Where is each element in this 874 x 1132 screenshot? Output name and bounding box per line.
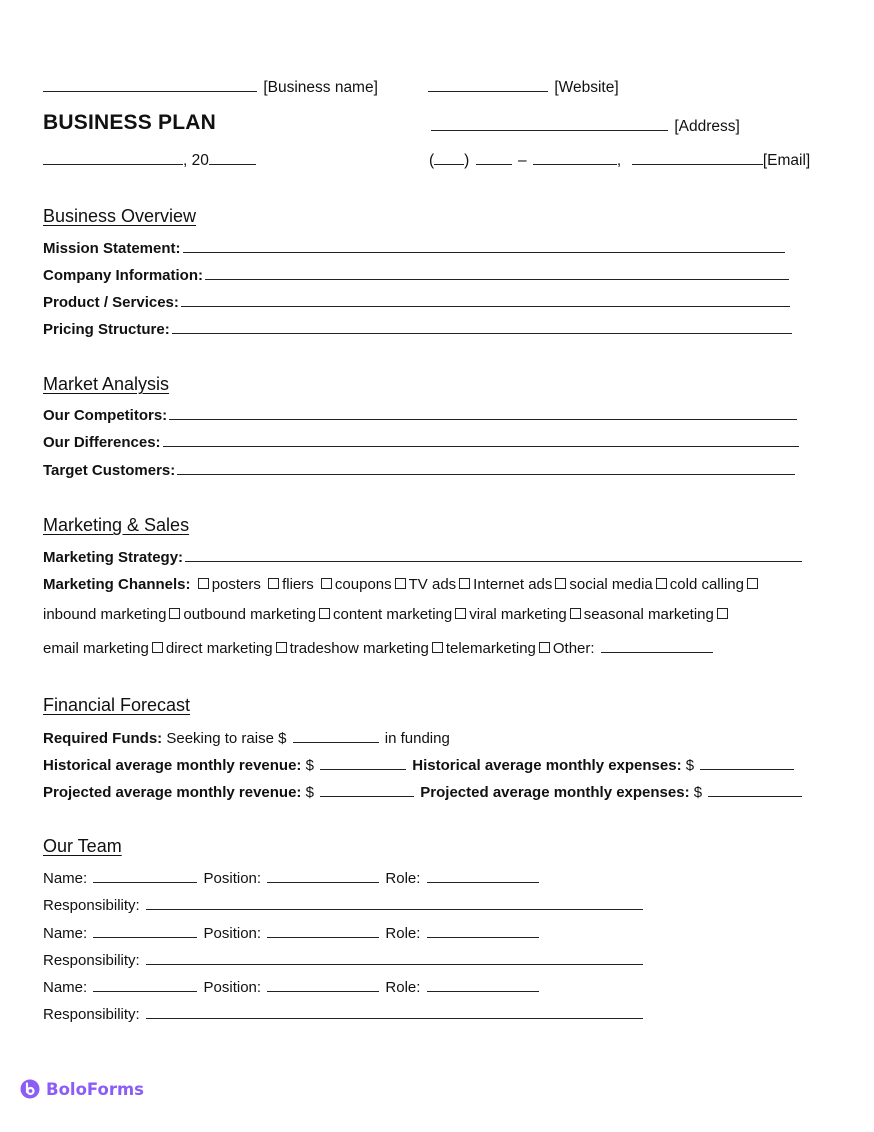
checkbox-icon xyxy=(395,578,406,589)
product-services-row xyxy=(43,292,792,311)
pricing-structure-row xyxy=(43,319,794,338)
company-information-row xyxy=(43,265,791,284)
projected-expenses-label: Projected average monthly expenses: xyxy=(420,784,690,801)
channel-email-marketing[interactable] xyxy=(43,640,149,657)
area-code-blank[interactable] xyxy=(434,150,464,165)
checkbox-icon xyxy=(198,578,209,589)
role-label: Role: xyxy=(385,979,421,996)
name-label: Name: xyxy=(43,870,88,887)
mission-statement-label: Mission Statement: xyxy=(43,240,181,257)
name-label: Name: xyxy=(43,979,88,996)
channel-label: tradeshow marketing xyxy=(289,640,429,657)
responsibility-label: Responsibility: xyxy=(43,897,140,914)
section-heading-financial-forecast: Financial Forecast xyxy=(43,695,191,715)
checkbox-icon-other[interactable] xyxy=(539,642,550,653)
required-funds-blank[interactable] xyxy=(293,728,379,743)
channel-tv-ads[interactable] xyxy=(392,576,457,593)
address-label: [Address] xyxy=(674,118,740,135)
email-blank[interactable] xyxy=(632,150,763,165)
marketing-strategy-label: Marketing Strategy: xyxy=(43,549,184,566)
channel-label: cold calling xyxy=(669,576,744,593)
company-information-blank[interactable] xyxy=(205,265,789,280)
currency-symbol: $ xyxy=(305,784,314,801)
section-heading-our-team: Our Team xyxy=(43,836,122,856)
competitors-blank[interactable] xyxy=(169,405,797,420)
team-responsibility-row xyxy=(43,1004,645,1023)
date-blank[interactable] xyxy=(43,150,183,165)
historical-revenue-blank[interactable] xyxy=(320,755,406,770)
checkbox-icon xyxy=(268,578,279,589)
phone-line-blank[interactable] xyxy=(533,150,617,165)
checkbox-icon[interactable] xyxy=(717,608,728,619)
checkbox-icon xyxy=(432,642,443,653)
competitors-label: Our Competitors: xyxy=(43,407,168,424)
phone-open-paren: ( xyxy=(429,152,435,169)
channel-label: inbound marketing xyxy=(43,606,167,623)
checkbox-icon xyxy=(555,578,566,589)
role-label: Role: xyxy=(385,870,421,887)
channel-social-media[interactable] xyxy=(552,576,652,593)
responsibility-blank[interactable] xyxy=(146,1004,643,1019)
channel-posters[interactable] xyxy=(195,576,261,593)
required-funds-suffix: in funding xyxy=(384,730,450,747)
website-blank[interactable] xyxy=(428,77,548,92)
projected-revenue-blank[interactable] xyxy=(320,782,414,797)
channel-label: direct marketing xyxy=(165,640,273,657)
marketing-channels-line-1 xyxy=(43,576,761,593)
marketing-strategy-blank[interactable] xyxy=(185,547,802,562)
currency-symbol: $ xyxy=(693,784,703,801)
page-title: BUSINESS PLAN xyxy=(43,111,216,134)
team-responsibility-row xyxy=(43,895,645,914)
checkbox-icon xyxy=(321,578,332,589)
channel-label: email marketing xyxy=(43,640,149,657)
responsibility-label: Responsibility: xyxy=(43,1006,140,1023)
channel-label: posters xyxy=(211,576,261,593)
channel-label: content marketing xyxy=(333,606,453,623)
currency-symbol: $ xyxy=(685,757,695,774)
website-label: [Website] xyxy=(554,79,619,96)
role-blank[interactable] xyxy=(427,868,539,883)
phone-close-paren: ) xyxy=(464,152,470,169)
channel-label: fliers xyxy=(282,576,314,593)
checkbox-icon xyxy=(570,608,581,619)
required-funds-label: Required Funds: xyxy=(43,730,163,747)
phone-prefix-blank[interactable] xyxy=(476,150,512,165)
channel-cold-calling[interactable] xyxy=(653,576,744,593)
position-blank[interactable] xyxy=(267,977,379,992)
channel-telemarketing[interactable] xyxy=(429,640,536,657)
channel-label: telemarketing xyxy=(445,640,536,657)
channel-internet-ads[interactable] xyxy=(456,576,552,593)
channel-label: outbound marketing xyxy=(183,606,317,623)
name-label: Name: xyxy=(43,925,88,942)
position-blank[interactable] xyxy=(267,868,379,883)
differences-label: Our Differences: xyxy=(43,434,161,451)
channel-direct-marketing[interactable] xyxy=(149,640,273,657)
channel-label: TV ads xyxy=(408,576,457,593)
target-customers-blank[interactable] xyxy=(177,460,795,475)
phone-email-line xyxy=(429,150,810,170)
business-name-line xyxy=(43,77,378,97)
differences-blank[interactable] xyxy=(163,432,799,447)
product-services-blank[interactable] xyxy=(181,292,790,307)
channel-viral-marketing[interactable] xyxy=(452,606,567,623)
projected-expenses-blank[interactable] xyxy=(708,782,802,797)
channel-content-marketing[interactable] xyxy=(316,606,452,623)
historical-expenses-blank[interactable] xyxy=(700,755,794,770)
section-heading-market-analysis: Market Analysis xyxy=(43,374,170,394)
other-blank[interactable] xyxy=(601,638,713,653)
name-blank[interactable] xyxy=(93,977,197,992)
channel-outbound-marketing[interactable] xyxy=(166,606,316,623)
channel-seasonal-marketing[interactable] xyxy=(567,606,714,623)
marketing-channels-line-2 xyxy=(43,606,731,623)
marketing-strategy-row xyxy=(43,547,804,566)
historical-revenue-label: Historical average monthly revenue: xyxy=(43,757,302,774)
address-blank[interactable] xyxy=(431,116,668,131)
position-label: Position: xyxy=(203,979,262,996)
role-blank[interactable] xyxy=(427,977,539,992)
responsibility-label: Responsibility: xyxy=(43,952,140,969)
phone-dash: – xyxy=(517,152,527,169)
checkbox-icon xyxy=(656,578,667,589)
responsibility-blank[interactable] xyxy=(146,950,643,965)
pricing-structure-blank[interactable] xyxy=(172,319,792,334)
mission-statement-row xyxy=(43,238,787,257)
role-label: Role: xyxy=(385,925,421,942)
competitors-row xyxy=(43,405,799,424)
checkbox-icon[interactable] xyxy=(747,578,758,589)
email-label: [Email] xyxy=(762,152,811,169)
name-blank[interactable] xyxy=(93,923,197,938)
date-line xyxy=(43,150,258,170)
required-funds-row xyxy=(43,728,450,747)
channel-label: Internet ads xyxy=(473,576,553,593)
historical-row xyxy=(43,755,796,774)
boloforms-logo-icon xyxy=(20,1079,40,1099)
position-label: Position: xyxy=(203,870,262,887)
channel-coupons[interactable] xyxy=(318,576,392,593)
channel-inbound-marketing[interactable] xyxy=(43,606,166,623)
phone-comma: , xyxy=(616,152,622,169)
channel-label: social media xyxy=(569,576,653,593)
responsibility-blank[interactable] xyxy=(146,895,643,910)
company-information-label: Company Information: xyxy=(43,267,203,284)
target-customers-row xyxy=(43,460,797,479)
projected-row xyxy=(43,782,804,801)
currency-symbol: $ xyxy=(305,757,314,774)
checkbox-icon xyxy=(169,608,180,619)
checkbox-icon xyxy=(152,642,163,653)
differences-row xyxy=(43,432,801,451)
team-responsibility-row xyxy=(43,950,645,969)
address-line xyxy=(431,116,740,136)
year-blank[interactable] xyxy=(209,150,256,165)
channel-label: seasonal marketing xyxy=(583,606,714,623)
date-year-prefix: , 20 xyxy=(183,152,209,169)
role-blank[interactable] xyxy=(427,923,539,938)
website-line xyxy=(428,77,619,97)
checkbox-icon xyxy=(459,578,470,589)
channel-label: coupons xyxy=(334,576,392,593)
team-member-row xyxy=(43,868,541,887)
channel-tradeshow-marketing[interactable] xyxy=(273,640,429,657)
business-name-blank[interactable] xyxy=(43,77,257,92)
checkbox-icon xyxy=(319,608,330,619)
checkbox-icon xyxy=(276,642,287,653)
position-blank[interactable] xyxy=(267,923,379,938)
marketing-channels-label: Marketing Channels: xyxy=(43,576,191,593)
product-services-label: Product / Services: xyxy=(43,294,179,311)
boloforms-logo xyxy=(20,1079,144,1099)
business-name-label: [Business name] xyxy=(263,79,378,96)
target-customers-label: Target Customers: xyxy=(43,462,176,479)
team-member-row xyxy=(43,923,541,942)
name-blank[interactable] xyxy=(93,868,197,883)
section-heading-business-overview: Business Overview xyxy=(43,206,197,226)
historical-expenses-label: Historical average monthly expenses: xyxy=(412,757,682,774)
pricing-structure-label: Pricing Structure: xyxy=(43,321,170,338)
channel-label: viral marketing xyxy=(469,606,567,623)
section-heading-marketing-sales: Marketing & Sales xyxy=(43,515,190,535)
marketing-channels-line-3 xyxy=(43,638,715,657)
checkbox-icon xyxy=(455,608,466,619)
channel-fliers[interactable] xyxy=(265,576,314,593)
projected-revenue-label: Projected average monthly revenue: xyxy=(43,784,302,801)
team-member-row xyxy=(43,977,541,996)
other-label: Other: xyxy=(552,640,595,657)
brand-name: BoloForms xyxy=(46,1079,144,1099)
position-label: Position: xyxy=(203,925,262,942)
mission-statement-blank[interactable] xyxy=(183,238,785,253)
required-funds-text: Seeking to raise $ xyxy=(166,730,287,747)
